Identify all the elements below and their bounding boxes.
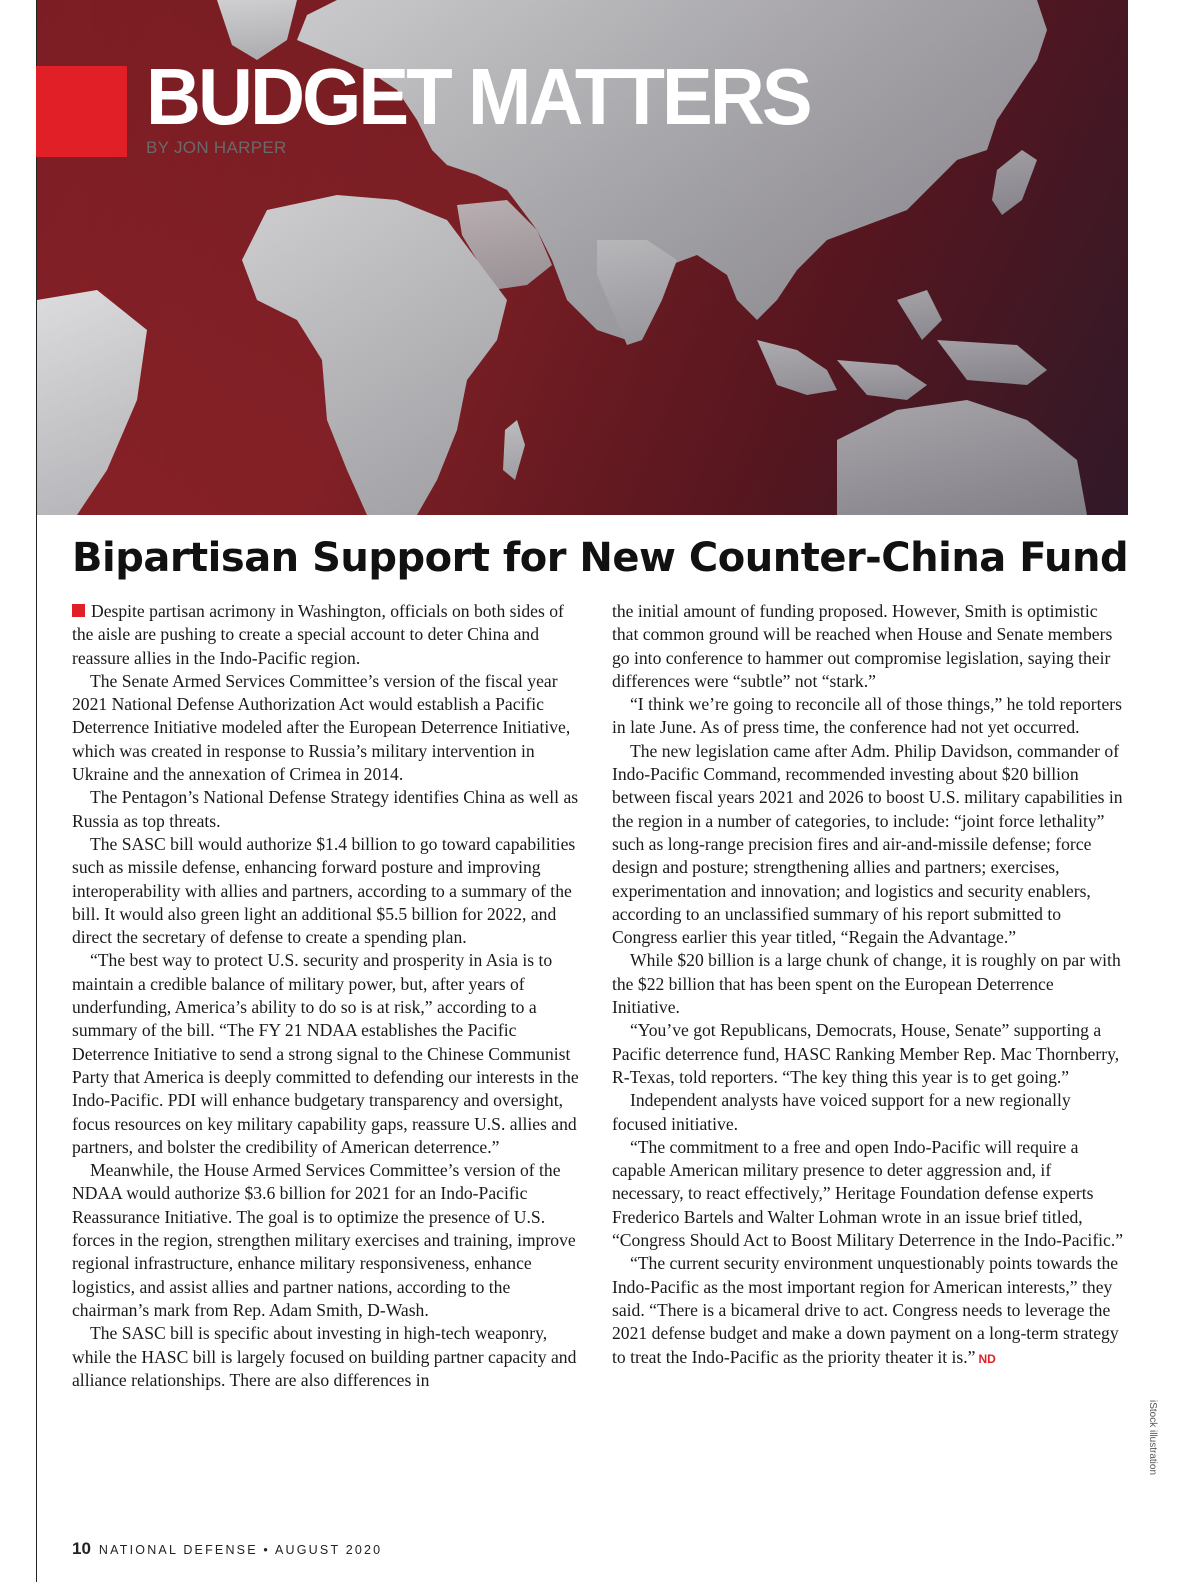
article-column-right	[612, 600, 1124, 1371]
article-paragraph: The SASC bill is specific about investing in high-tech weaponry, while the HASC bill is largely focused on building partner capacity and alliance relationships. There are also differences in	[72, 1323, 577, 1390]
article-paragraph: the initial amount of funding proposed. However, Smith is optimistic that common ground will be reached when House and Senate members go into conference to hammer out compromise legislation, saying their differences were “subtle” not “stark.”	[612, 601, 1113, 691]
image-credit: iStock illustration	[1147, 1400, 1158, 1476]
article-paragraph: “The best way to protect U.S. security and prosperity in Asia is to maintain a credible balance of military power, but, after years of underfunding, America’s ability to do so is at risk,” according to a summary of the bill. “The FY 21 NDAA establishes the Pacific Deterrence Initiative to send a strong signal to the Chinese Communist Party that America is deeply committed to defending our interests in the Indo-Pacific. PDI will enhance budgetary transparency and oversight, focus resources on key military capability gaps, reassure U.S. allies and partners, and bolster the credibility of American deterrence.”	[72, 950, 579, 1157]
article-paragraph: The Pentagon’s National Defense Strategy identifies China as well as Russia as top threats.	[72, 787, 579, 831]
page-number: 10	[72, 1539, 91, 1558]
publication-line: NATIONAL DEFENSE • AUGUST 2020	[98, 1543, 383, 1557]
article-paragraph: Meanwhile, the House Armed Services Committee’s version of the NDAA would authorize $3.6 billion for 2021 for an Indo-Pacific Reassurance Initiative. The goal is to optimize the presence of U.S. forces in the region, strengthen military exercises and training, improve regional infrastructure, enhance military responsiveness, enhance logistics, and assist allies and partner nations, according to the chairman’s mark from Rep. Adam Smith, D-Wash.	[72, 1160, 576, 1320]
article-paragraph: Independent analysts have voiced support for a new regionally focused initiative.	[612, 1090, 1071, 1134]
page-footer	[72, 1539, 382, 1559]
article-headline: Bipartisan Support for New Counter-China Fund	[72, 535, 1129, 581]
article-paragraph: The SASC bill would authorize $1.4 billion to go toward capabilities such as missile defense, enhancing forward posture and improving interoperability with allies and partners, according to a summary of the bill. It would also green light an additional $5.5 billion for 2022, and direct the secretary of defense to create a spending plan.	[72, 833, 576, 948]
end-mark: ND	[978, 1351, 996, 1366]
article-column-left	[72, 600, 584, 1392]
byline: BY JON HARPER	[146, 138, 287, 157]
article-paragraph: The new legislation came after Adm. Philip Davidson, commander of Indo-Pacific Command, recommended investing about $20 billion between fiscal years 2021 and 2026 to boost U.S. military capabilities in the region in a number of categories, to include: “joint force lethality” such as long-range precision fires and air-and-missile defense; force design and posture; strengthening allies and partners; exercises, experimentation and innovation; and logistics and security enablers, according to an unclassified summary of his report submitted to Congress earlier this year titled, “Regain the Advantage.”	[612, 740, 1123, 948]
article-paragraph: While $20 billion is a large chunk of change, it is roughly on par with the $22 billion that has been spent on the European Deterrence Initiative.	[612, 950, 1121, 1018]
article-paragraph: “I think we’re going to reconcile all of those things,” he told reporters in late June. As of press time, the conference had not yet occurred.	[612, 694, 1122, 738]
section-accent-square	[36, 66, 127, 157]
article-paragraph: The Senate Armed Services Committee’s version of the fiscal year 2021 National Defense Authorization Act would establish a Pacific Deterrence Initiative modeled after the European Deterrence Initiative, which was created in response to Russia’s military intervention in Ukraine and the annexation of Crimea in 2014.	[72, 670, 571, 785]
article-paragraph: “You’ve got Republicans, Democrats, House, Senate” supporting a Pacific deterrence fund, HASC Ranking Member Rep. Mac Thornberry, R-Texas, told reporters. “The key thing this year is to get going.”	[612, 1020, 1120, 1087]
section-kicker: BUDGET MATTERS	[146, 52, 810, 141]
article-paragraph: Despite partisan acrimony in Washington, officials on both sides of the aisle are pushing to create a special account to deter China and reassure allies in the Indo-Pacific region.	[72, 601, 564, 668]
lead-bullet-icon	[72, 604, 85, 617]
article-paragraph: “The commitment to a free and open Indo-Pacific will require a capable American military presence to deter aggression and, if necessary, to react effectively,” Heritage Foundation defense experts Frederico Bartels and Walter Lohman wrote in an issue brief titled, “Congress Should Act to Boost Military Deterrence in the Indo-Pacific.”	[612, 1136, 1124, 1251]
article-paragraph: “The current security environment unquestionably points towards the Indo-Pacific as the most important region for American interests,” they said. “There is a bicameral drive to act. Congress needs to leverage the 2021 defense budget and make a down payment on a long-term strategy to treat the Indo-Pacific as the priority theater it is.” ND	[612, 1253, 1119, 1367]
